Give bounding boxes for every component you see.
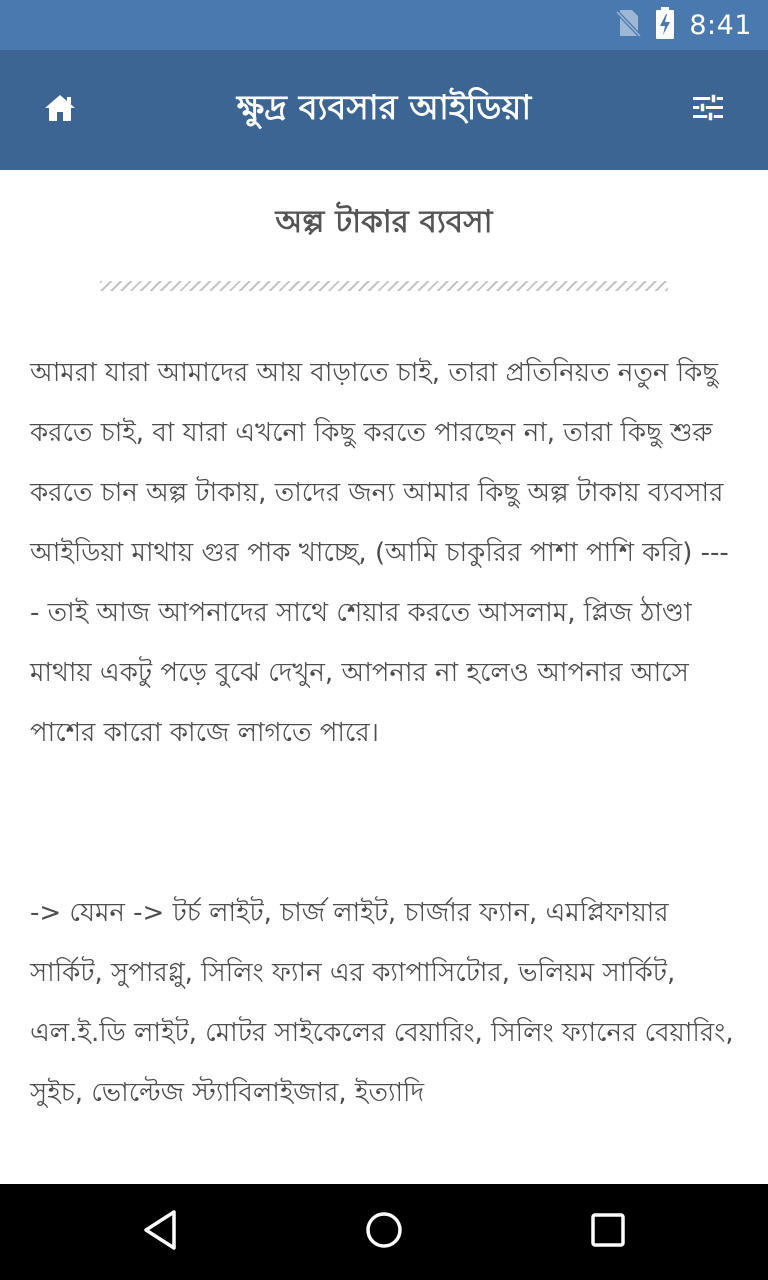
home-button[interactable] [30,80,90,140]
recents-icon [590,1212,626,1252]
status-bar [0,0,768,50]
app-bar [0,50,768,170]
article-paragraph: -> যেমন -> টর্চ লাইট, চার্জ লাইট, চার্জার ফ্যান, এমপ্লিফায়ার সার্কিট, সুপারগ্লু, সিলিং ফ্যান এর ক্যাপাসিটোর, ভলিয়ম সার্কিট, এল.ই.ডি লাইট, মোটর সাইকেলের বেয়ারিং, সিলিং ফ্যানের বেয়ারিং, সুইচ, ভোল্টেজ স্ট্যাবিলাইজার, ইত্যাদি [30,898,734,1108]
article-paragraph: আমরা যারা আমাদের আয় বাড়াতে চাই, তারা প্রতিনিয়ত নতুন কিছু করতে চাই, বা যারা এখনো কিছু করতে পারছেন না, তারা কিছু শুরু করতে চান অল্প টাকায়, তাদের জন্য আমার কিছু অল্প টাকায় ব্যবসার আইডিয়া মাথায় গুর পাক খাচ্ছে, (আমি চাকুরির পাশা পাশি করি) ---- তাই আজ আপনাদের সাথে শেয়ার করতে আসলাম, প্লিজ ঠাণ্ডা মাথায় একটু পড়ে বুঝে দেখুন, আপনার না হলেও আপনার আসে পাশের কারো কাজে লাগতে পারে। [30,358,729,748]
battery-charging-icon [655,7,675,43]
back-button[interactable] [130,1202,190,1262]
filter-settings-icon [692,93,724,127]
home-icon [43,93,77,127]
app-title: ক্ষুদ্র ব্যবসার আইডিয়া [236,87,532,128]
filter-settings-button[interactable] [678,80,738,140]
home-circle-icon [364,1210,404,1254]
no-sim-icon [615,8,641,42]
recents-button[interactable] [578,1202,638,1262]
status-icons [615,0,752,50]
home-nav-button[interactable] [354,1202,414,1262]
article-heading: অল্প টাকার ব্যবসা [275,204,493,240]
article-content[interactable] [0,170,768,1184]
status-time: 8:41 [689,9,752,41]
back-icon [140,1208,180,1256]
navigation-bar [0,1184,768,1280]
heading-divider [100,281,668,291]
